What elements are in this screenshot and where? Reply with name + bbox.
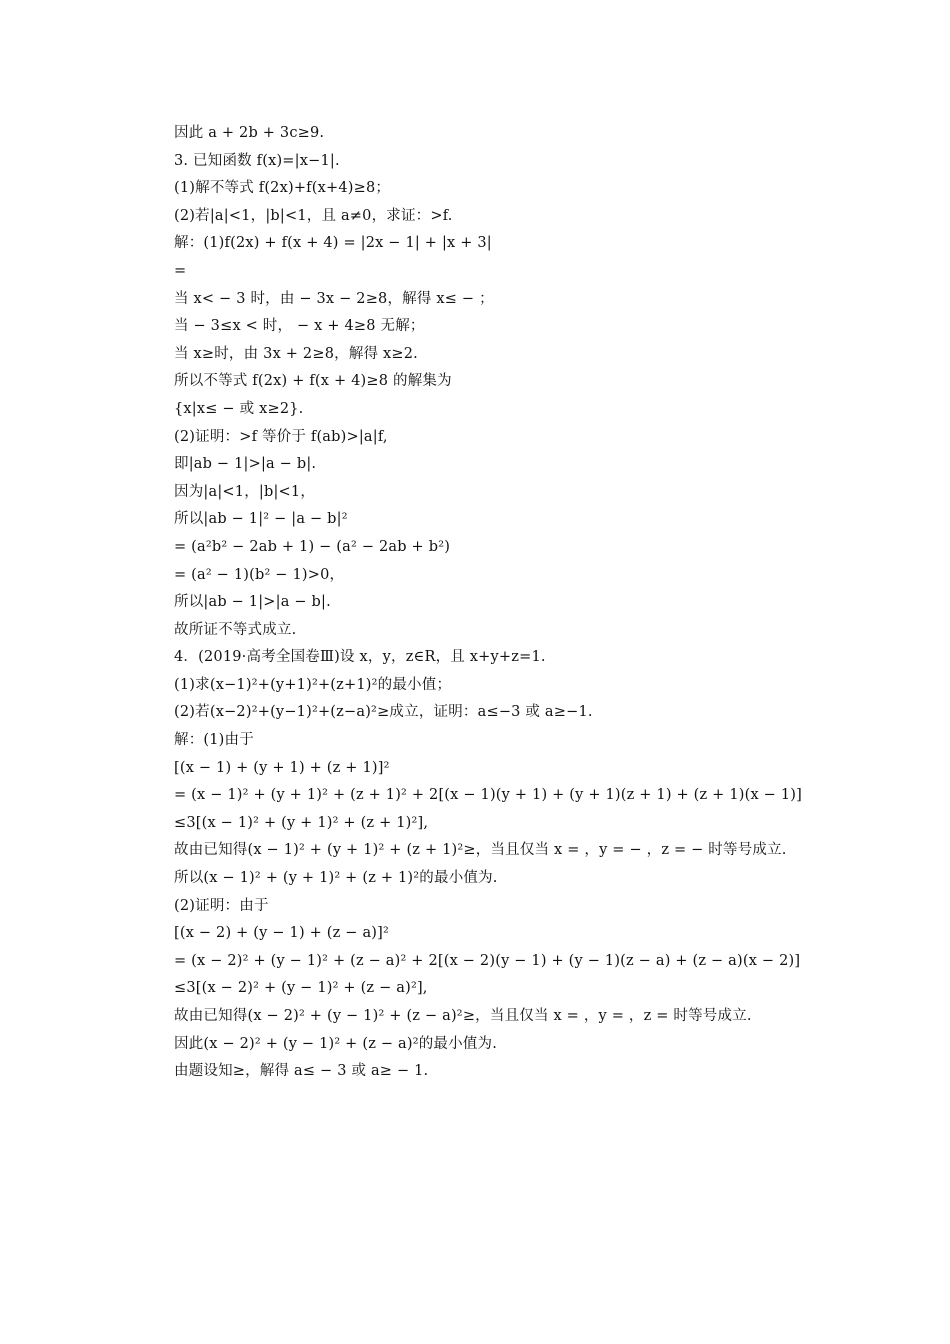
text-line: [(x − 2) + (y − 1) + (z − a)]²: [174, 925, 390, 942]
document-body: [174, 120, 814, 1086]
problem-4-heading: 4．(2019·高考全国卷Ⅲ)设 x，y，z∈R，且 x+y+z=1.: [174, 649, 546, 666]
text-line: 因此 a + 2b + 3c≥9.: [174, 125, 325, 141]
text-line: = (x − 1)² + (y + 1)² + (z + 1)² + 2[(x − 1)(y + 1) + (y + 1)(z + 1) + (z + 1)(x − 1)]: [174, 787, 802, 804]
problem-3-heading: 3. 已知函数 f(x)=|x−1|.: [174, 152, 340, 169]
text-line: (2)若(x−2)²+(y−1)²+(z−a)²≥成立，证明：a≤−3 或 a≥−1.: [174, 704, 593, 721]
text-line: (1)解不等式 f(2x)+f(x+4)≥8；: [174, 180, 391, 197]
text-line: 所以(x − 1)² + (y + 1)² + (z + 1)²的最小值为.: [174, 870, 498, 887]
text-line: 即|ab − 1|>|a − b|.: [174, 456, 317, 473]
text-line: (1)求(x−1)²+(y+1)²+(z+1)²的最小值；: [174, 676, 452, 693]
text-line: 当 x< − 3 时，由 − 3x − 2≥8，解得 x≤ − ；: [174, 290, 494, 307]
text-line: 所以|ab − 1|² − |a − b|²: [174, 511, 348, 528]
text-line: ≤3[(x − 1)² + (y + 1)² + (z + 1)²],: [174, 814, 429, 831]
text-line: (2)若|a|<1，|b|<1，且 a≠0，求证：>f.: [174, 207, 453, 224]
solution-line: 解：(1)f(2x) + f(x + 4) = |2x − 1| + |x + 3|: [174, 235, 492, 252]
text-line: 故由已知得(x − 1)² + (y + 1)² + (z + 1)²≥，当且仅当 x = ，y = − ，z = − 时等号成立.: [174, 842, 787, 859]
text-line: =: [174, 262, 187, 279]
proof-line: (2)证明：由于: [174, 897, 269, 914]
text-line: {x|x≤ − 或 x≥2}.: [174, 400, 304, 417]
text-line: 由题设知≥，解得 a≤ − 3 或 a≥ − 1.: [174, 1063, 429, 1080]
text-line: = (a²b² − 2ab + 1) − (a² − 2ab + b²): [174, 538, 451, 555]
text-line: 因此(x − 2)² + (y − 1)² + (z − a)²的最小值为.: [174, 1035, 498, 1052]
text-line: 因为|a|<1，|b|<1，: [174, 483, 316, 500]
proof-line: (2)证明：>f 等价于 f(ab)>|a|f,: [174, 428, 388, 445]
text-line: 当 x≥时，由 3x + 2≥8，解得 x≥2.: [174, 345, 418, 362]
text-line: = (x − 2)² + (y − 1)² + (z − a)² + 2[(x − 2)(y − 1) + (y − 1)(z − a) + (z − a)(x − 2)]: [174, 952, 801, 969]
text-line: [(x − 1) + (y + 1) + (z + 1)]²: [174, 759, 390, 776]
text-line: 当 − 3≤x < 时， − x + 4≥8 无解；: [174, 318, 425, 335]
text-line: 故所证不等式成立.: [174, 621, 297, 638]
text-line: 故由已知得(x − 2)² + (y − 1)² + (z − a)²≥，当且仅当 x = ，y = ，z = 时等号成立.: [174, 1008, 752, 1024]
text-line: = (a² − 1)(b² − 1)>0，: [174, 566, 345, 583]
text-line: 所以不等式 f(2x) + f(x + 4)≥8 的解集为: [174, 373, 452, 390]
text-line: 所以|ab − 1|>|a − b|.: [174, 594, 331, 611]
solution-line: 解：(1)由于: [174, 732, 254, 749]
text-line: ≤3[(x − 2)² + (y − 1)² + (z − a)²],: [174, 980, 428, 997]
